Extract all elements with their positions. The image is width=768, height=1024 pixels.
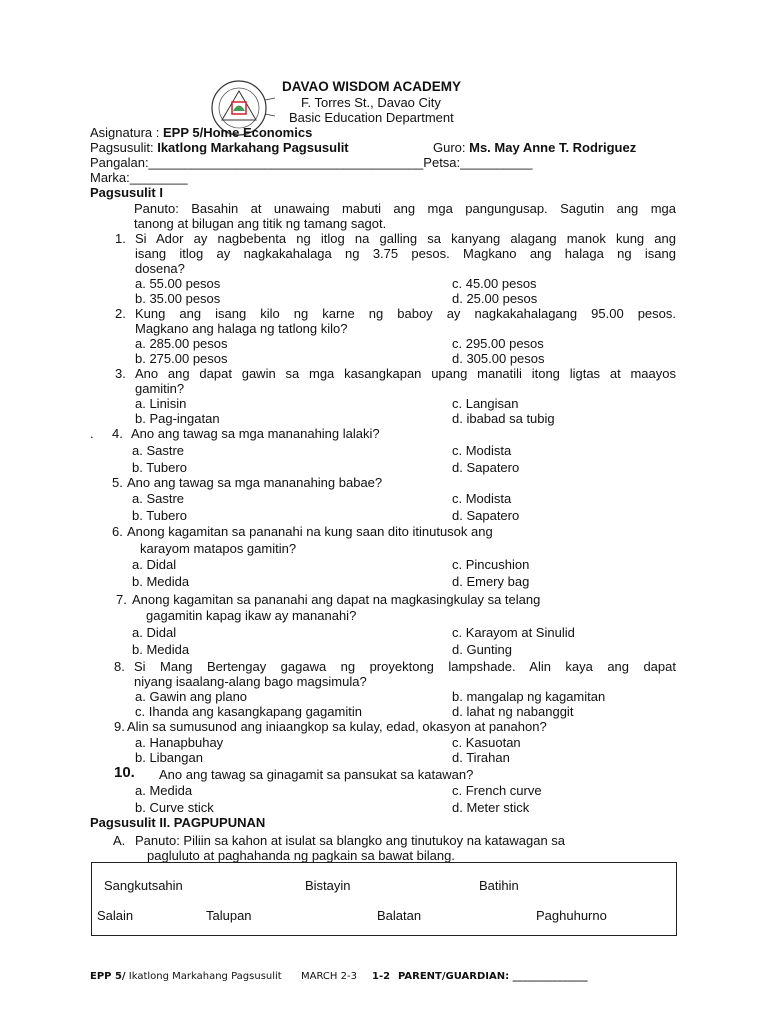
choice-d[interactable]: d. lahat ng nabanggit (452, 704, 574, 719)
word-bank-item: Talupan (206, 908, 252, 923)
subject-label: Asignatura : (90, 125, 163, 140)
part2-title: Pagsusulit II. PAGPUPUNAN (90, 815, 266, 830)
question-text: Si Mang Bertengay gagawa ng proyektong lampshade. Alin kaya ang dapat (134, 659, 676, 674)
word-bank-item: Bistayin (305, 878, 351, 893)
choice-c[interactable]: c. Modista (452, 491, 512, 506)
word-bank-item: Sangkutsahin (104, 878, 183, 893)
teacher-value: Ms. May Anne T. Rodriguez (469, 140, 637, 155)
question-text: Alin sa sumusunod ang iniaangkop sa kulay, edad, okasyon at panahon? (127, 719, 547, 734)
page-footer (90, 971, 282, 982)
question-text: gamitin? (135, 381, 185, 396)
choice-a[interactable]: a. Linisin (135, 396, 187, 411)
choice-a[interactable]: a. Sastre (132, 443, 185, 458)
part1-instruction-line: Panuto: Basahin at unawaing mabuti ang mga pangungusap. Sagutin ang mga (134, 201, 676, 216)
choice-d[interactable]: d. Meter stick (452, 800, 530, 815)
word-bank-item: Batihin (479, 878, 519, 893)
question-text: gagamitin kapag ikaw ay mananahi? (146, 608, 357, 623)
word-bank-item: Paghuhurno (536, 908, 607, 923)
choice-d[interactable]: d. 305.00 pesos (452, 351, 545, 366)
choice-c[interactable]: c. Pincushion (452, 557, 530, 572)
choice-b[interactable]: b. mangalap ng kagamitan (452, 689, 606, 704)
school-address: F. Torres St., Davao City (301, 95, 441, 110)
question-number: 9. (114, 719, 125, 734)
choice-d[interactable]: d. 25.00 pesos (452, 291, 538, 306)
question-text: karayom matapos gamitin? (140, 541, 297, 556)
choice-c[interactable]: c. 45.00 pesos (452, 276, 537, 291)
choice-c[interactable]: c. Modista (452, 443, 512, 458)
word-bank-item: Balatan (377, 908, 422, 923)
word-bank-item: Salain (97, 908, 134, 923)
name-date-field[interactable]: Pangalan:______________________________________Petsa:__________ (90, 155, 533, 170)
choice-a[interactable]: a. 285.00 pesos (135, 336, 228, 351)
part1-title: Pagsusulit I (90, 185, 163, 200)
question-text: Kung ang isang kilo ng karne ng baboy ay nagkakahalagang 95.00 pesos. (135, 306, 676, 321)
subject-line (90, 125, 312, 140)
part1-instruction-line: tanong at bilugan ang titik ng tamang sagot. (134, 216, 387, 231)
part2-instruction-line: pagluluto at paghahanda ng pagkain sa bawat bilang. (147, 848, 455, 863)
choice-b[interactable]: b. Tubero (132, 460, 187, 475)
footer-date: MARCH 2-3 (301, 971, 357, 982)
question-text: Anong kagamitan sa pananahi ang dapat na magkasingkulay sa telang (132, 592, 541, 607)
choice-c[interactable]: c. Karayom at Sinulid (452, 625, 575, 640)
question-number: 3. (115, 366, 126, 381)
choice-c[interactable]: c. 295.00 pesos (452, 336, 544, 351)
choice-c[interactable]: c. Langisan (452, 396, 519, 411)
choice-b[interactable]: b. 275.00 pesos (135, 351, 228, 366)
choice-a[interactable]: a. Didal (132, 625, 177, 640)
stray-dot: . (90, 426, 94, 441)
question-text: Si Ador ay nagbebenta ng itlog na galling sa kanyang alagang manok kung ang (135, 231, 676, 246)
choice-c[interactable]: c. French curve (452, 783, 542, 798)
choice-d[interactable]: d. Sapatero (452, 508, 520, 523)
question-text: niyang isaalang-alang bago magsimula? (134, 674, 367, 689)
choice-a[interactable]: a. Sastre (132, 491, 185, 506)
question-number: 8. (114, 659, 125, 674)
choice-a[interactable]: a. Didal (132, 557, 177, 572)
question-number: 2. (115, 306, 126, 321)
choice-b[interactable]: b. Tubero (132, 508, 187, 523)
choice-b[interactable]: b. Curve stick (135, 800, 214, 815)
question-text: Ano ang tawag sa ginagamit sa pansukat sa katawan? (159, 767, 474, 782)
question-number: 1. (115, 231, 126, 246)
choice-d[interactable]: d. ibabad sa tubig (452, 411, 555, 426)
choice-b[interactable]: b. Libangan (135, 750, 203, 765)
question-text: isang itlog ay nagkakahalaga ng 3.75 pesos. Magkano ang halaga ng isang (135, 246, 676, 261)
choice-b[interactable]: b. Pag-ingatan (135, 411, 220, 426)
choice-c[interactable]: c. Ihanda ang kasangkapang gagamitin (135, 704, 362, 719)
question-text: Anong kagamitan sa pananahi na kung saan dito itinutusok ang (127, 524, 493, 539)
choice-d[interactable]: d. Tirahan (452, 750, 510, 765)
question-text: Magkano ang halaga ng tatlong kilo? (135, 321, 348, 336)
question-text: dosena? (135, 261, 185, 276)
choice-d[interactable]: d. Gunting (452, 642, 512, 657)
choice-b[interactable]: b. Medida (132, 642, 190, 657)
part2-instruction-line: Panuto: Piliin sa kahon at isulat sa blangko ang tinutukoy na katawagan sa (135, 833, 566, 848)
question-number: 5. (112, 475, 123, 490)
question-number: 7. (116, 592, 127, 607)
choice-a[interactable]: a. 55.00 pesos (135, 276, 221, 291)
choice-b[interactable]: b. Medida (132, 574, 190, 589)
question-number: 6. (112, 524, 123, 539)
footer-section: 1-2 (372, 971, 391, 982)
subject-value: EPP 5/Home Economics (163, 125, 313, 140)
footer-subject: EPP 5/ (90, 971, 126, 982)
school-department: Basic Education Department (289, 110, 454, 125)
choice-a[interactable]: a. Gawin ang plano (135, 689, 248, 704)
choice-a[interactable]: a. Medida (135, 783, 193, 798)
choice-b[interactable]: b. 35.00 pesos (135, 291, 221, 306)
choice-d[interactable]: d. Emery bag (452, 574, 530, 589)
footer-exam: Ikatlong Markahang Pagsusulit (125, 971, 282, 982)
footer-parent-signature[interactable]: PARENT/GUARDIAN: _______________ (398, 971, 588, 982)
question-text: Ano ang dapat gawin sa mga kasangkapan upang manatili itong ligtas at maayos (135, 366, 676, 381)
part2-instruction-letter: A. (113, 833, 126, 848)
choice-a[interactable]: a. Hanapbuhay (135, 735, 224, 750)
exam-label: Pagsusulit: (90, 140, 158, 155)
question-text: Ano ang tawag sa mga mananahing babae? (127, 475, 383, 490)
question-number: 10. (114, 764, 135, 781)
question-number: 4. (112, 426, 123, 441)
exam-value: Ikatlong Markahang Pagsusulit (157, 140, 349, 155)
teacher-label: Guro: (433, 140, 470, 155)
school-name: DAVAO WISDOM ACADEMY (282, 79, 461, 94)
teacher-line (433, 140, 636, 155)
exam-line (90, 140, 349, 155)
word-bank-box (91, 862, 677, 936)
score-field[interactable]: Marka:________ (90, 170, 188, 185)
question-text: Ano ang tawag sa mga mananahing lalaki? (131, 426, 380, 441)
choice-c[interactable]: c. Kasuotan (452, 735, 521, 750)
choice-d[interactable]: d. Sapatero (452, 460, 520, 475)
